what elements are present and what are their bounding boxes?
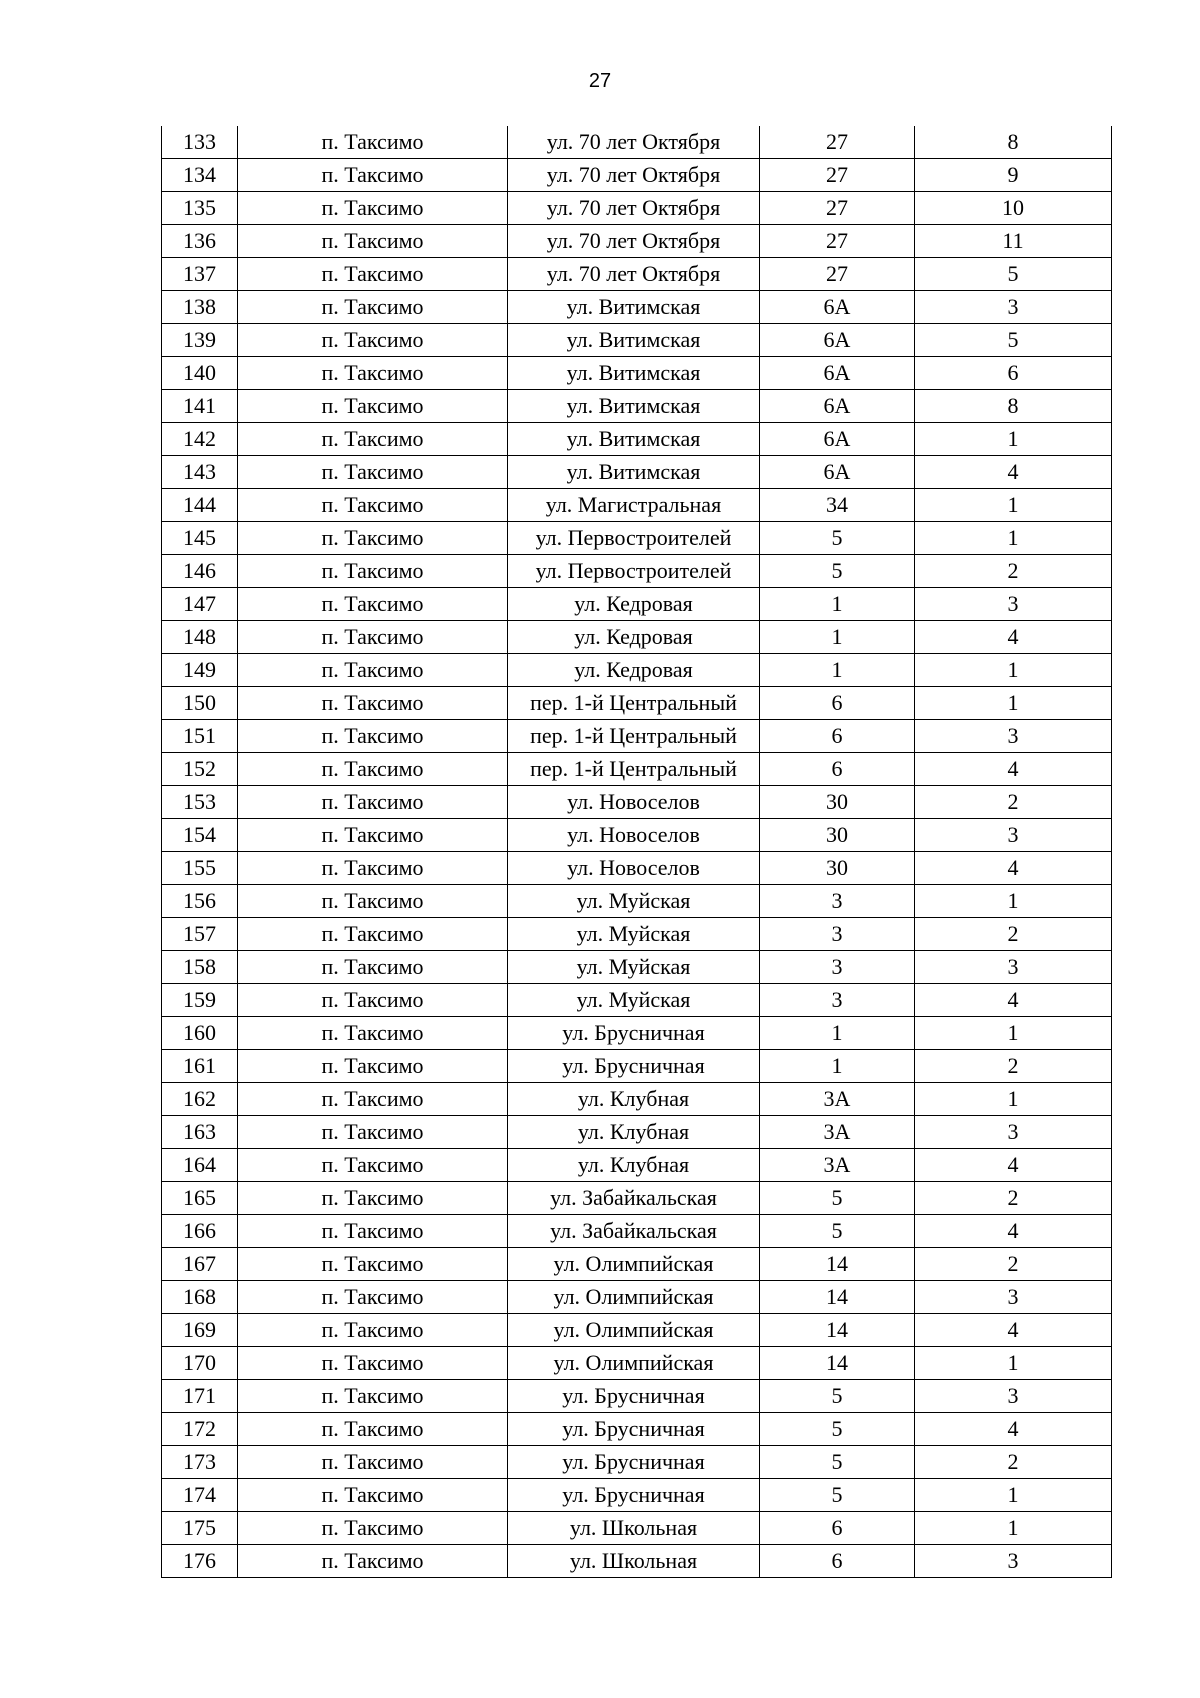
settlement-cell: п. Таксимо — [238, 918, 508, 951]
street-cell: ул. Витимская — [508, 390, 760, 423]
row-number-cell: 167 — [162, 1248, 238, 1281]
street-cell: ул. Кедровая — [508, 588, 760, 621]
street-cell: ул. Витимская — [508, 456, 760, 489]
table-row — [162, 489, 1112, 522]
apartment-cell: 3 — [915, 951, 1112, 984]
street-cell: ул. 70 лет Октября — [508, 258, 760, 291]
house-cell: 30 — [760, 819, 915, 852]
street-cell: ул. Новоселов — [508, 786, 760, 819]
settlement-cell: п. Таксимо — [238, 1248, 508, 1281]
settlement-cell: п. Таксимо — [238, 1347, 508, 1380]
house-cell: 5 — [760, 1215, 915, 1248]
table-row — [162, 357, 1112, 390]
house-cell: 3А — [760, 1149, 915, 1182]
house-cell: 14 — [760, 1314, 915, 1347]
street-cell: ул. Брусничная — [508, 1050, 760, 1083]
table-row — [162, 885, 1112, 918]
settlement-cell: п. Таксимо — [238, 126, 508, 159]
settlement-cell: п. Таксимо — [238, 786, 508, 819]
apartment-cell: 2 — [915, 1446, 1112, 1479]
house-cell: 6 — [760, 1512, 915, 1545]
table-row — [162, 1347, 1112, 1380]
house-cell: 3А — [760, 1116, 915, 1149]
street-cell: ул. Первостроителей — [508, 522, 760, 555]
house-cell: 27 — [760, 225, 915, 258]
apartment-cell: 2 — [915, 918, 1112, 951]
apartment-cell: 3 — [915, 720, 1112, 753]
table-row — [162, 753, 1112, 786]
apartment-cell: 5 — [915, 258, 1112, 291]
row-number-cell: 139 — [162, 324, 238, 357]
table-row — [162, 1215, 1112, 1248]
apartment-cell: 3 — [915, 588, 1112, 621]
house-cell: 6А — [760, 456, 915, 489]
house-cell: 6 — [760, 1545, 915, 1578]
street-cell: ул. Витимская — [508, 291, 760, 324]
table-row — [162, 126, 1112, 159]
apartment-cell: 1 — [915, 1479, 1112, 1512]
table-row — [162, 1545, 1112, 1578]
house-cell: 5 — [760, 522, 915, 555]
settlement-cell: п. Таксимо — [238, 852, 508, 885]
settlement-cell: п. Таксимо — [238, 819, 508, 852]
row-number-cell: 146 — [162, 555, 238, 588]
table-row — [162, 786, 1112, 819]
street-cell: ул. Школьная — [508, 1545, 760, 1578]
apartment-cell: 6 — [915, 357, 1112, 390]
settlement-cell: п. Таксимо — [238, 621, 508, 654]
settlement-cell: п. Таксимо — [238, 390, 508, 423]
table-row — [162, 1512, 1112, 1545]
settlement-cell: п. Таксимо — [238, 984, 508, 1017]
table-row — [162, 555, 1112, 588]
table-row — [162, 588, 1112, 621]
row-number-cell: 145 — [162, 522, 238, 555]
house-cell: 6 — [760, 753, 915, 786]
table-row — [162, 1083, 1112, 1116]
settlement-cell: п. Таксимо — [238, 1083, 508, 1116]
house-cell: 1 — [760, 1050, 915, 1083]
settlement-cell: п. Таксимо — [238, 456, 508, 489]
settlement-cell: п. Таксимо — [238, 1479, 508, 1512]
apartment-cell: 1 — [915, 1083, 1112, 1116]
apartment-cell: 3 — [915, 1380, 1112, 1413]
row-number-cell: 144 — [162, 489, 238, 522]
apartment-cell: 3 — [915, 1545, 1112, 1578]
apartment-cell: 4 — [915, 621, 1112, 654]
street-cell: ул. Клубная — [508, 1116, 760, 1149]
house-cell: 6А — [760, 357, 915, 390]
page-number: 27 — [588, 70, 612, 92]
street-cell: ул. Олимпийская — [508, 1347, 760, 1380]
apartment-cell: 4 — [915, 753, 1112, 786]
apartment-cell: 1 — [915, 423, 1112, 456]
street-cell: ул. Брусничная — [508, 1017, 760, 1050]
settlement-cell: п. Таксимо — [238, 225, 508, 258]
street-cell: ул. Школьная — [508, 1512, 760, 1545]
house-cell: 27 — [760, 192, 915, 225]
house-cell: 14 — [760, 1281, 915, 1314]
house-cell: 6 — [760, 720, 915, 753]
house-cell: 1 — [760, 654, 915, 687]
table-row — [162, 918, 1112, 951]
table-row — [162, 324, 1112, 357]
settlement-cell: п. Таксимо — [238, 951, 508, 984]
street-cell: ул. Олимпийская — [508, 1281, 760, 1314]
row-number-cell: 136 — [162, 225, 238, 258]
apartment-cell: 1 — [915, 489, 1112, 522]
row-number-cell: 151 — [162, 720, 238, 753]
street-cell: пер. 1-й Центральный — [508, 687, 760, 720]
table-row — [162, 522, 1112, 555]
table-row — [162, 291, 1112, 324]
table-row — [162, 1281, 1112, 1314]
street-cell: ул. Забайкальская — [508, 1182, 760, 1215]
row-number-cell: 141 — [162, 390, 238, 423]
settlement-cell: п. Таксимо — [238, 1545, 508, 1578]
house-cell: 14 — [760, 1347, 915, 1380]
settlement-cell: п. Таксимо — [238, 654, 508, 687]
row-number-cell: 161 — [162, 1050, 238, 1083]
apartment-cell: 3 — [915, 291, 1112, 324]
apartment-cell: 1 — [915, 522, 1112, 555]
house-cell: 3 — [760, 951, 915, 984]
row-number-cell: 159 — [162, 984, 238, 1017]
row-number-cell: 135 — [162, 192, 238, 225]
apartment-cell: 4 — [915, 852, 1112, 885]
row-number-cell: 149 — [162, 654, 238, 687]
house-cell: 30 — [760, 852, 915, 885]
street-cell: ул. Новоселов — [508, 852, 760, 885]
apartment-cell: 1 — [915, 1017, 1112, 1050]
row-number-cell: 166 — [162, 1215, 238, 1248]
street-cell: ул. 70 лет Октября — [508, 192, 760, 225]
table-row — [162, 852, 1112, 885]
house-cell: 1 — [760, 588, 915, 621]
apartment-cell: 4 — [915, 1314, 1112, 1347]
street-cell: ул. Клубная — [508, 1149, 760, 1182]
table-row — [162, 159, 1112, 192]
street-cell: ул. Клубная — [508, 1083, 760, 1116]
street-cell: ул. Витимская — [508, 324, 760, 357]
street-cell: ул. Кедровая — [508, 654, 760, 687]
settlement-cell: п. Таксимо — [238, 1149, 508, 1182]
settlement-cell: п. Таксимо — [238, 885, 508, 918]
table-row — [162, 819, 1112, 852]
settlement-cell: п. Таксимо — [238, 258, 508, 291]
table-row — [162, 654, 1112, 687]
settlement-cell: п. Таксимо — [238, 1116, 508, 1149]
settlement-cell: п. Таксимо — [238, 291, 508, 324]
row-number-cell: 153 — [162, 786, 238, 819]
table-row — [162, 225, 1112, 258]
street-cell: ул. Витимская — [508, 357, 760, 390]
street-cell: ул. Брусничная — [508, 1413, 760, 1446]
row-number-cell: 148 — [162, 621, 238, 654]
settlement-cell: п. Таксимо — [238, 1050, 508, 1083]
street-cell: ул. Первостроителей — [508, 555, 760, 588]
table-row — [162, 1479, 1112, 1512]
house-cell: 5 — [760, 1182, 915, 1215]
table-row — [162, 1182, 1112, 1215]
house-cell: 5 — [760, 1446, 915, 1479]
table-row — [162, 1380, 1112, 1413]
table-body — [162, 126, 1112, 1578]
row-number-cell: 133 — [162, 126, 238, 159]
apartment-cell: 4 — [915, 984, 1112, 1017]
settlement-cell: п. Таксимо — [238, 489, 508, 522]
apartment-cell: 2 — [915, 1050, 1112, 1083]
table-row — [162, 390, 1112, 423]
row-number-cell: 152 — [162, 753, 238, 786]
settlement-cell: п. Таксимо — [238, 720, 508, 753]
house-cell: 6А — [760, 291, 915, 324]
settlement-cell: п. Таксимо — [238, 753, 508, 786]
street-cell: ул. 70 лет Октября — [508, 225, 760, 258]
apartment-cell: 1 — [915, 654, 1112, 687]
street-cell: ул. Муйская — [508, 984, 760, 1017]
house-cell: 6А — [760, 324, 915, 357]
address-table — [161, 126, 1112, 1578]
house-cell: 3А — [760, 1083, 915, 1116]
row-number-cell: 165 — [162, 1182, 238, 1215]
house-cell: 14 — [760, 1248, 915, 1281]
house-cell: 27 — [760, 159, 915, 192]
street-cell: ул. Кедровая — [508, 621, 760, 654]
house-cell: 3 — [760, 984, 915, 1017]
row-number-cell: 163 — [162, 1116, 238, 1149]
row-number-cell: 147 — [162, 588, 238, 621]
table-row — [162, 192, 1112, 225]
street-cell: ул. Муйская — [508, 918, 760, 951]
settlement-cell: п. Таксимо — [238, 522, 508, 555]
settlement-cell: п. Таксимо — [238, 324, 508, 357]
settlement-cell: п. Таксимо — [238, 1314, 508, 1347]
street-cell: ул. Муйская — [508, 951, 760, 984]
apartment-cell: 4 — [915, 1149, 1112, 1182]
row-number-cell: 134 — [162, 159, 238, 192]
row-number-cell: 158 — [162, 951, 238, 984]
row-number-cell: 160 — [162, 1017, 238, 1050]
house-cell: 27 — [760, 126, 915, 159]
table-row — [162, 258, 1112, 291]
street-cell: ул. Муйская — [508, 885, 760, 918]
row-number-cell: 143 — [162, 456, 238, 489]
street-cell: ул. Олимпийская — [508, 1248, 760, 1281]
apartment-cell: 3 — [915, 1116, 1112, 1149]
settlement-cell: п. Таксимо — [238, 588, 508, 621]
settlement-cell: п. Таксимо — [238, 423, 508, 456]
row-number-cell: 156 — [162, 885, 238, 918]
settlement-cell: п. Таксимо — [238, 357, 508, 390]
row-number-cell: 155 — [162, 852, 238, 885]
row-number-cell: 168 — [162, 1281, 238, 1314]
table-row — [162, 423, 1112, 456]
row-number-cell: 169 — [162, 1314, 238, 1347]
table-row — [162, 621, 1112, 654]
street-cell: ул. Витимская — [508, 423, 760, 456]
table-row — [162, 1149, 1112, 1182]
apartment-cell: 4 — [915, 1215, 1112, 1248]
street-cell: ул. Олимпийская — [508, 1314, 760, 1347]
row-number-cell: 171 — [162, 1380, 238, 1413]
street-cell: пер. 1-й Центральный — [508, 753, 760, 786]
street-cell: ул. Брусничная — [508, 1446, 760, 1479]
apartment-cell: 8 — [915, 126, 1112, 159]
apartment-cell: 3 — [915, 1281, 1112, 1314]
table-row — [162, 1248, 1112, 1281]
apartment-cell: 2 — [915, 1248, 1112, 1281]
row-number-cell: 175 — [162, 1512, 238, 1545]
house-cell: 30 — [760, 786, 915, 819]
row-number-cell: 172 — [162, 1413, 238, 1446]
settlement-cell: п. Таксимо — [238, 687, 508, 720]
apartment-cell: 1 — [915, 1347, 1112, 1380]
apartment-cell: 9 — [915, 159, 1112, 192]
row-number-cell: 154 — [162, 819, 238, 852]
settlement-cell: п. Таксимо — [238, 1215, 508, 1248]
settlement-cell: п. Таксимо — [238, 192, 508, 225]
row-number-cell: 174 — [162, 1479, 238, 1512]
row-number-cell: 142 — [162, 423, 238, 456]
house-cell: 6А — [760, 390, 915, 423]
row-number-cell: 173 — [162, 1446, 238, 1479]
street-cell: ул. 70 лет Октября — [508, 126, 760, 159]
settlement-cell: п. Таксимо — [238, 1017, 508, 1050]
street-cell: пер. 1-й Центральный — [508, 720, 760, 753]
settlement-cell: п. Таксимо — [238, 1413, 508, 1446]
apartment-cell: 8 — [915, 390, 1112, 423]
table-row — [162, 1413, 1112, 1446]
table-row — [162, 984, 1112, 1017]
street-cell: ул. Брусничная — [508, 1380, 760, 1413]
row-number-cell: 137 — [162, 258, 238, 291]
row-number-cell: 176 — [162, 1545, 238, 1578]
table-row — [162, 1446, 1112, 1479]
row-number-cell: 162 — [162, 1083, 238, 1116]
apartment-cell: 5 — [915, 324, 1112, 357]
row-number-cell: 140 — [162, 357, 238, 390]
table-row — [162, 687, 1112, 720]
table-row — [162, 1116, 1112, 1149]
house-cell: 3 — [760, 918, 915, 951]
table-row — [162, 456, 1112, 489]
apartment-cell: 4 — [915, 456, 1112, 489]
row-number-cell: 170 — [162, 1347, 238, 1380]
apartment-cell: 10 — [915, 192, 1112, 225]
row-number-cell: 164 — [162, 1149, 238, 1182]
table-row — [162, 1017, 1112, 1050]
apartment-cell: 1 — [915, 1512, 1112, 1545]
street-cell: ул. Брусничная — [508, 1479, 760, 1512]
apartment-cell: 2 — [915, 1182, 1112, 1215]
apartment-cell: 2 — [915, 555, 1112, 588]
street-cell: ул. Забайкальская — [508, 1215, 760, 1248]
house-cell: 34 — [760, 489, 915, 522]
house-cell: 5 — [760, 555, 915, 588]
table-row — [162, 1050, 1112, 1083]
street-cell: ул. 70 лет Октября — [508, 159, 760, 192]
table-row — [162, 1314, 1112, 1347]
settlement-cell: п. Таксимо — [238, 1446, 508, 1479]
house-cell: 27 — [760, 258, 915, 291]
house-cell: 5 — [760, 1380, 915, 1413]
apartment-cell: 2 — [915, 786, 1112, 819]
row-number-cell: 138 — [162, 291, 238, 324]
apartment-cell: 3 — [915, 819, 1112, 852]
settlement-cell: п. Таксимо — [238, 555, 508, 588]
row-number-cell: 150 — [162, 687, 238, 720]
table-row — [162, 720, 1112, 753]
house-cell: 5 — [760, 1413, 915, 1446]
house-cell: 1 — [760, 1017, 915, 1050]
apartment-cell: 1 — [915, 885, 1112, 918]
apartment-cell: 11 — [915, 225, 1112, 258]
settlement-cell: п. Таксимо — [238, 1281, 508, 1314]
settlement-cell: п. Таксимо — [238, 159, 508, 192]
settlement-cell: п. Таксимо — [238, 1182, 508, 1215]
house-cell: 6 — [760, 687, 915, 720]
house-cell: 5 — [760, 1479, 915, 1512]
street-cell: ул. Новоселов — [508, 819, 760, 852]
apartment-cell: 4 — [915, 1413, 1112, 1446]
house-cell: 1 — [760, 621, 915, 654]
settlement-cell: п. Таксимо — [238, 1380, 508, 1413]
settlement-cell: п. Таксимо — [238, 1512, 508, 1545]
house-cell: 6А — [760, 423, 915, 456]
row-number-cell: 157 — [162, 918, 238, 951]
house-cell: 3 — [760, 885, 915, 918]
table-row — [162, 951, 1112, 984]
street-cell: ул. Магистральная — [508, 489, 760, 522]
apartment-cell: 1 — [915, 687, 1112, 720]
